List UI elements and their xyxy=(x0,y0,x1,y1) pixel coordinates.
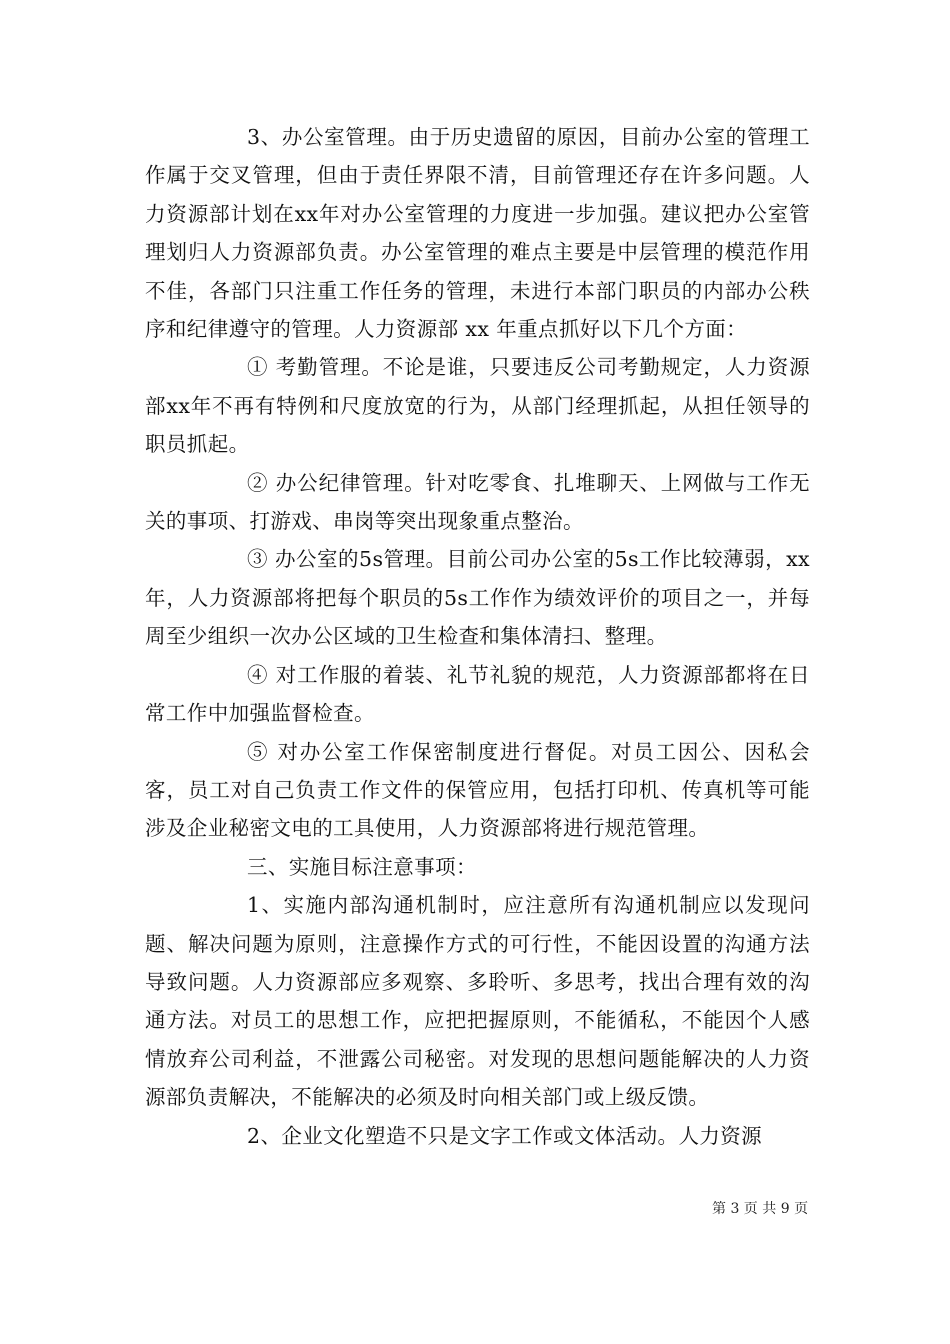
paragraph-office-management: 3、办公室管理。由于历史遗留的原因，目前办公室的管理工作属于交叉管理，但由于责任界限不清，目前管理还存在许多问题。人力资源部计划在xx年对办公室管理的力度进一步加强。建议把办公室管理划归人力资源部负责。办公室管理的难点主要是中层管理的模范作用不佳，各部门只注重工作任务的管理，未进行本部门职员的内部办公秩序和纪律遵守的管理。人力资源部 xx 年重点抓好以下几个方面： xyxy=(145,125,810,342)
section-heading: 三、实施目标注意事项： xyxy=(247,854,477,879)
document-body xyxy=(145,118,810,1155)
paragraph-communication: 1、实施内部沟通机制时，应注意所有沟通机制应以发现问题、解决问题为原则，注意操作方式的可行性，不能因设置的沟通方法导致问题。人力资源部应多观察、多聆听、多思考，找出合理有效的沟通方法。对员工的思想工作，应把把握原则，不能循私，不能因个人感情放弃公司利益，不泄露公司秘密。对发现的思想问题能解决的人力资源部负责解决，不能解决的必须及时向相关部门或上级反馈。 xyxy=(145,893,810,1110)
paragraph-5s: ③ 办公室的5s管理。目前公司办公室的5s工作比较薄弱，xx年，人力资源部将把每个职员的5s工作作为绩效评价的项目之一，并每周至少组织一次办公区域的卫生检查和集体清扫、整理。 xyxy=(145,547,810,649)
paragraph-discipline: ② 办公纪律管理。针对吃零食、扎堆聊天、上网做与工作无关的事项、打游戏、串岗等突出现象重点整治。 xyxy=(145,470,810,534)
paragraph-attendance: ① 考勤管理。不论是谁，只要违反公司考勤规定，人力资源部xx年不再有特例和尺度放宽的行为，从部门经理抓起，从担任领导的职员抓起。 xyxy=(145,355,810,457)
paragraph-uniform: ④ 对工作服的着装、礼节礼貌的规范，人力资源部都将在日常工作中加强监督检查。 xyxy=(145,662,810,726)
paragraph-culture: 2、企业文化塑造不只是文字工作或文体活动。人力资源 xyxy=(247,1123,763,1148)
page-number: 第 3 页 共 9 页 xyxy=(712,1201,809,1217)
paragraph-confidentiality: ⑤ 对办公室工作保密制度进行督促。对员工因公、因私会客，员工对自己负责工作文件的保管应用，包括打印机、传真机等可能涉及企业秘密文电的工具使用，人力资源部将进行规范管理。 xyxy=(145,739,810,841)
